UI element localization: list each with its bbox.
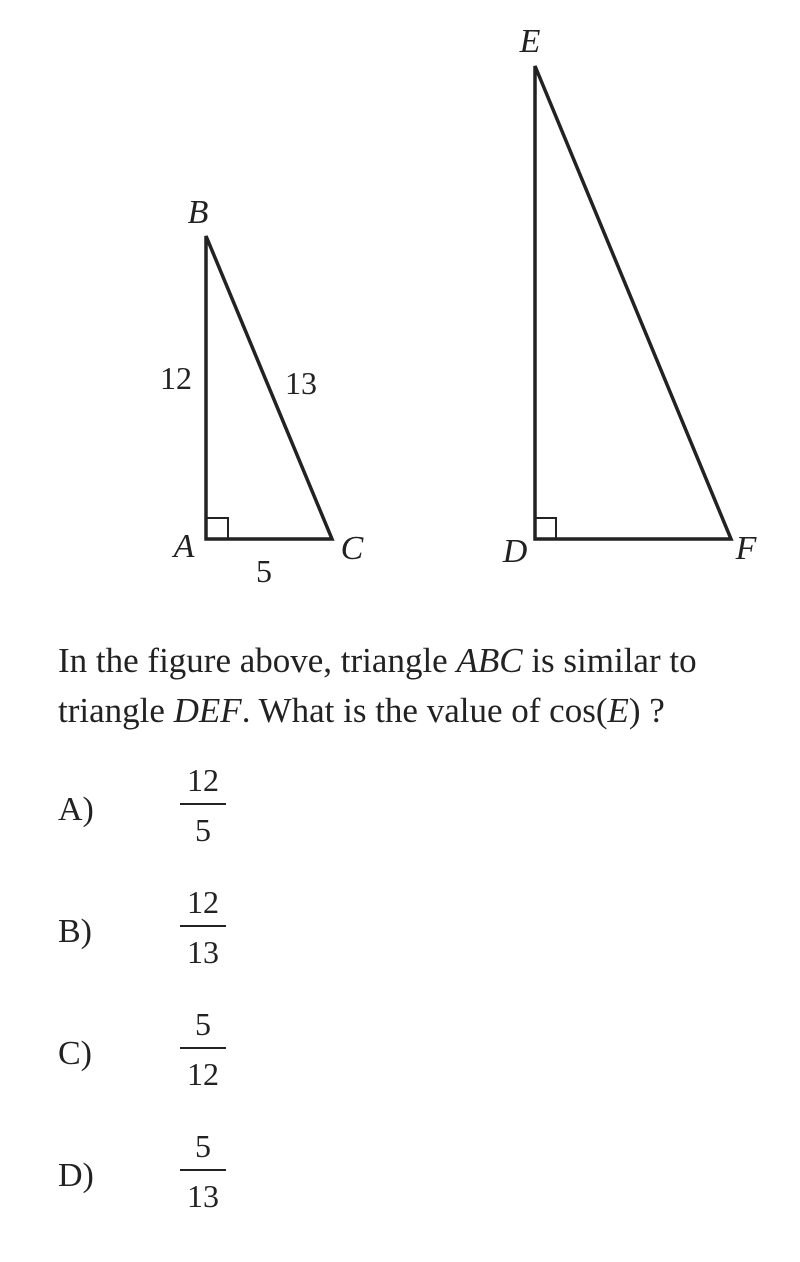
fraction-numerator: 12	[187, 762, 219, 798]
question-part-1: In the figure above, triangle	[58, 641, 457, 680]
right-angle-marker-a	[206, 518, 228, 539]
choice-fraction	[180, 1004, 226, 1094]
fraction-denominator: 13	[187, 1178, 219, 1214]
choice-fraction	[180, 882, 226, 972]
choice-letter: D)	[58, 1157, 94, 1194]
triangle-name-abc: ABC	[456, 641, 523, 680]
question-part-4: ) ?	[628, 691, 665, 730]
triangle-def	[535, 66, 731, 539]
question-text	[58, 636, 778, 736]
triangle-name-def: DEF	[173, 691, 242, 730]
fraction-numerator: 12	[187, 884, 219, 920]
question-part-2: is similar to triangle	[58, 641, 697, 730]
side-label-bc: 13	[285, 365, 317, 401]
vertex-label-a: A	[173, 528, 195, 565]
answer-choice-b[interactable]	[58, 882, 278, 978]
vertex-label-f: F	[735, 530, 757, 567]
fraction-numerator: 5	[195, 1006, 211, 1042]
vertex-label-c: C	[340, 530, 364, 567]
answer-choice-a[interactable]	[58, 760, 278, 856]
question-part-3: . What is the value of cos(	[241, 691, 608, 730]
fraction-bar	[180, 1169, 226, 1171]
choice-letter: B)	[58, 913, 92, 950]
fraction-denominator: 12	[187, 1056, 219, 1092]
vertex-label-b: B	[187, 194, 209, 231]
choice-fraction	[180, 1126, 226, 1216]
similar-triangles-figure	[0, 0, 800, 620]
choice-letter: A)	[58, 791, 94, 828]
fraction-denominator: 13	[187, 934, 219, 970]
vertex-label-d: D	[502, 533, 528, 570]
side-label-ac: 5	[256, 553, 272, 589]
vertex-label-e: E	[519, 23, 541, 60]
fraction-bar	[180, 925, 226, 927]
answer-choice-d[interactable]	[58, 1126, 278, 1222]
answer-choice-c[interactable]	[58, 1004, 278, 1100]
fraction-bar	[180, 803, 226, 805]
cos-variable: E	[607, 691, 629, 730]
choice-fraction	[180, 760, 226, 850]
side-label-ab: 12	[160, 360, 192, 396]
fraction-numerator: 5	[195, 1128, 211, 1164]
choice-letter: C)	[58, 1035, 92, 1072]
fraction-denominator: 5	[195, 812, 211, 848]
fraction-bar	[180, 1047, 226, 1049]
right-angle-marker-d	[535, 518, 556, 539]
